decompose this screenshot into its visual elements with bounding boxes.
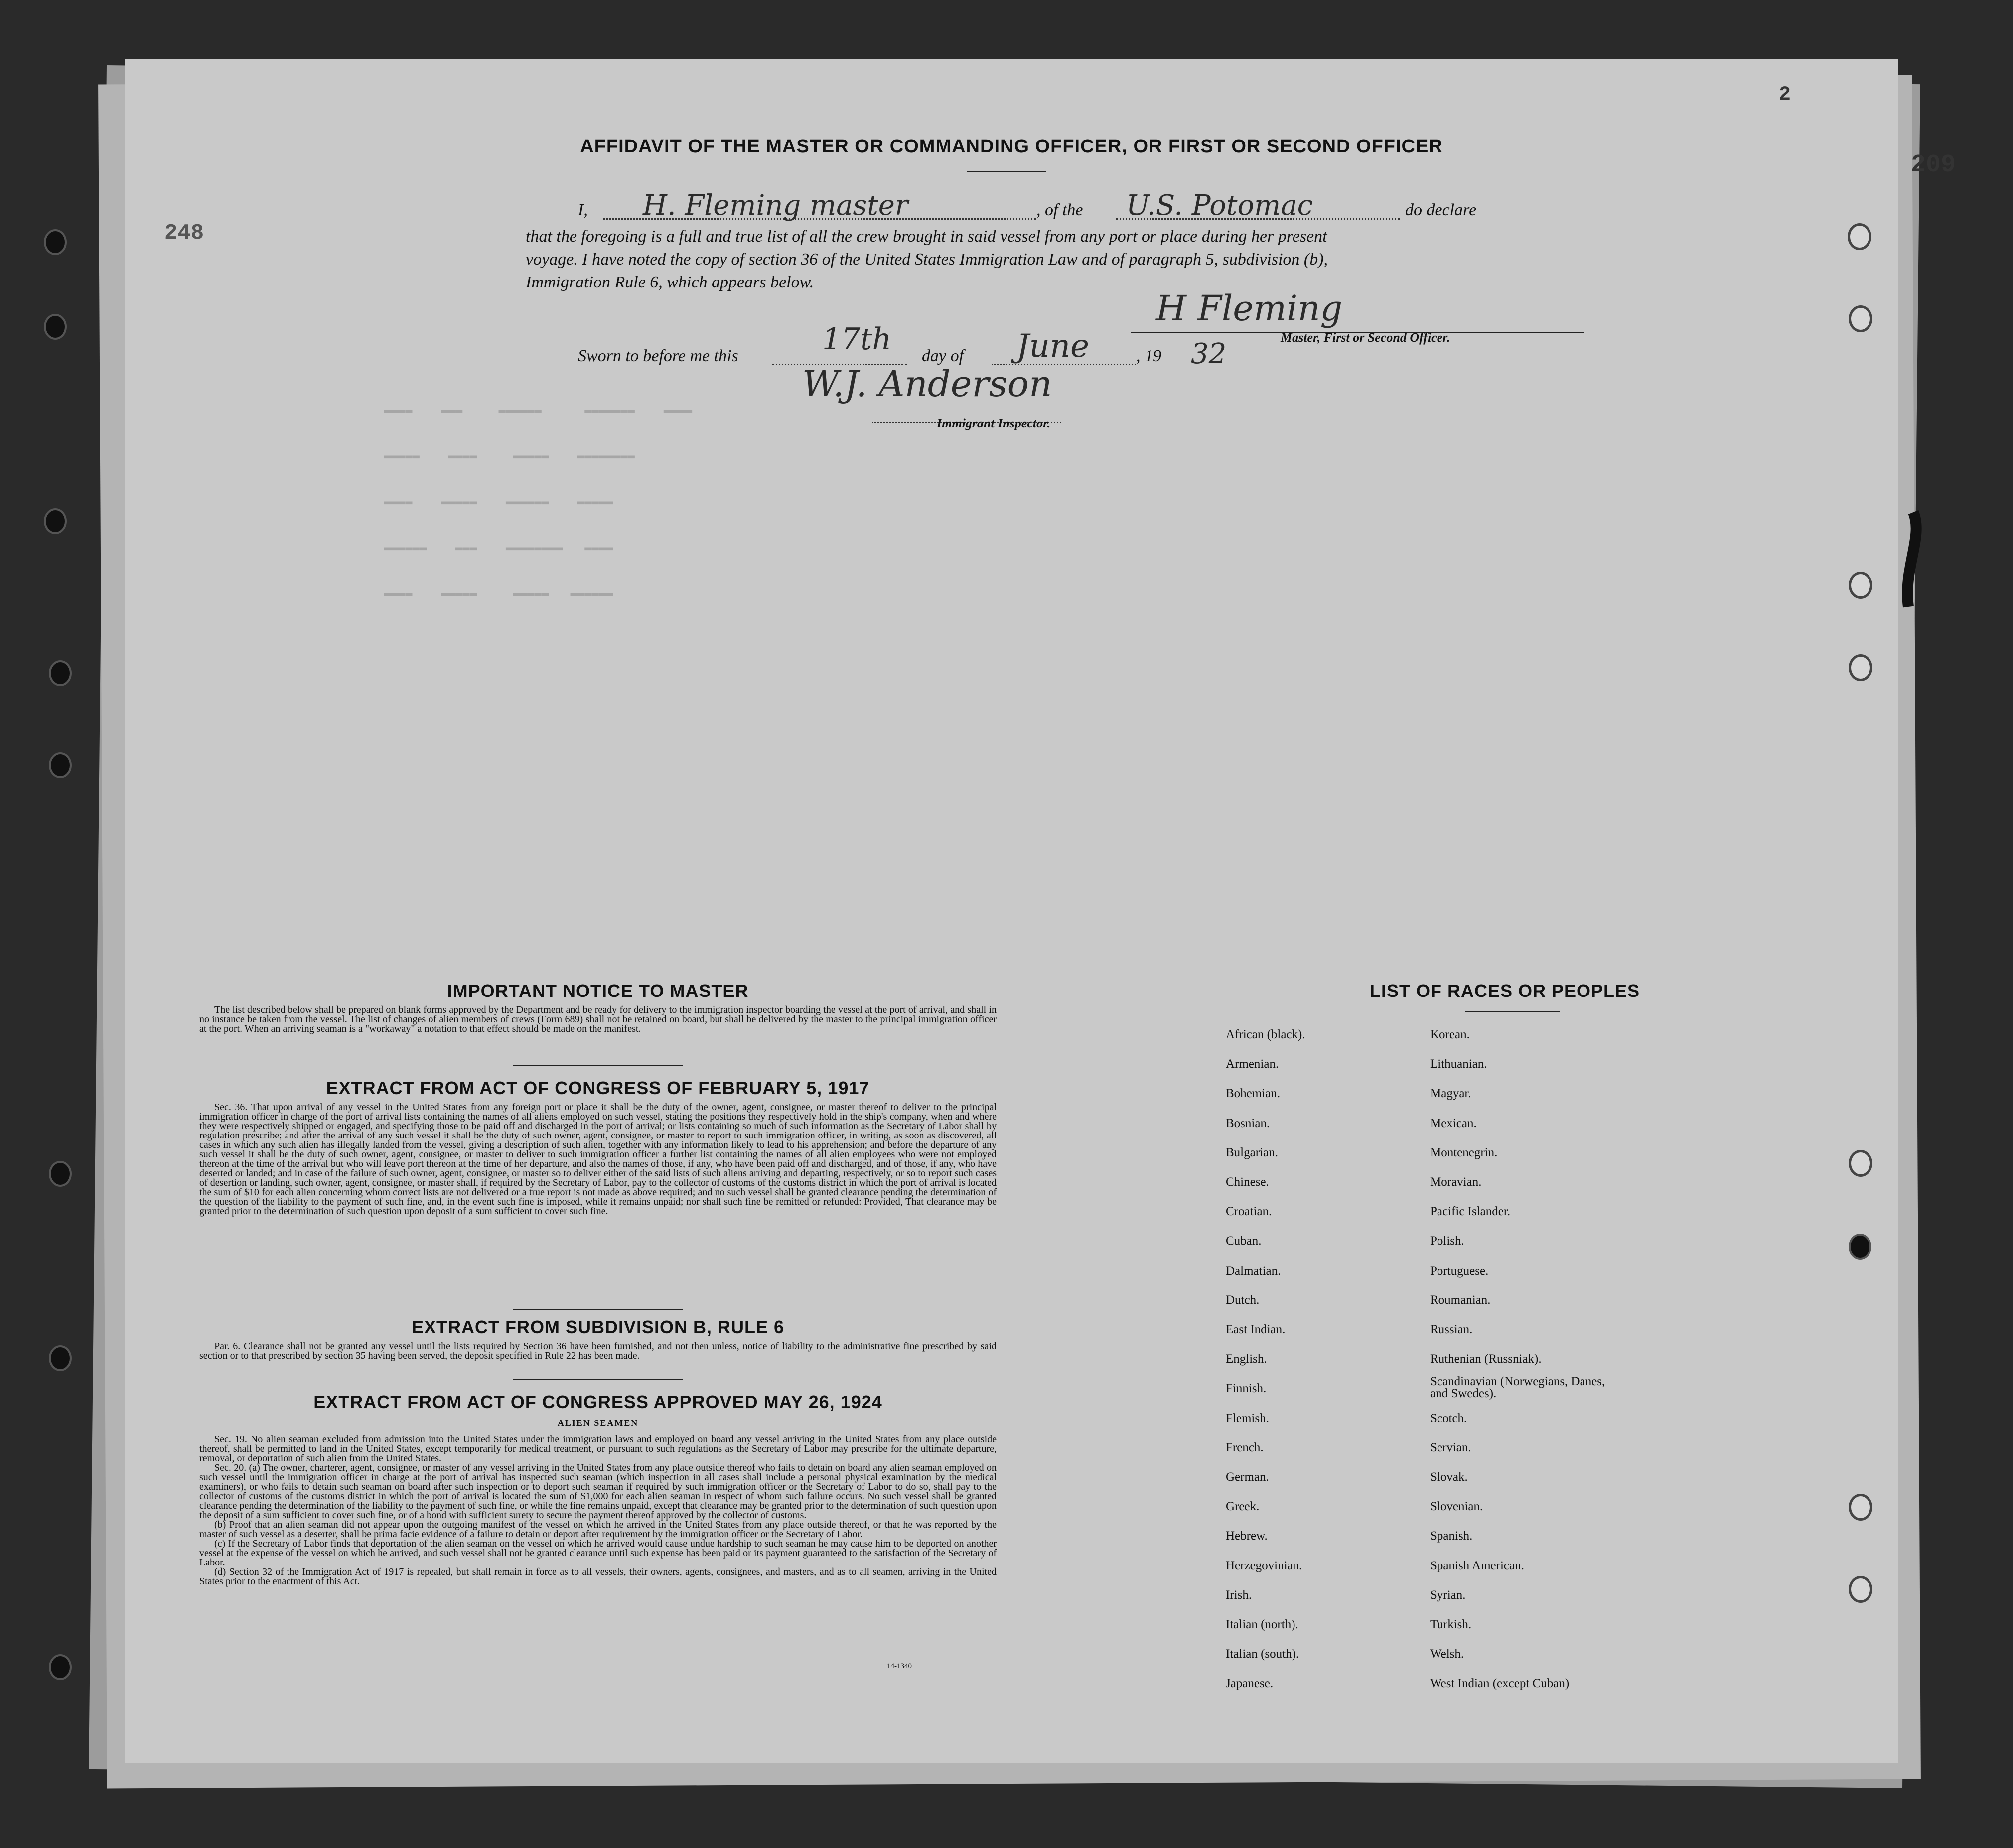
race-item: Pacific Islander.	[1430, 1205, 1511, 1219]
race-item: Servian.	[1430, 1440, 1471, 1454]
race-item: Ruthenian (Russniak).	[1430, 1352, 1542, 1366]
sworn-year: 32	[1191, 338, 1227, 370]
sworn-day: 17th	[822, 322, 892, 357]
signer-name: H. Fleming master	[643, 189, 908, 222]
punch-hole	[1849, 305, 1872, 332]
binder-hole	[44, 508, 67, 534]
race-item: Italian (north).	[1226, 1618, 1298, 1631]
race-item: Mexican.	[1430, 1116, 1477, 1130]
binder-hole	[49, 752, 72, 778]
binder-hole	[44, 314, 67, 340]
section-rule	[513, 1309, 683, 1310]
rule6-paragraph: Par. 6. Clearance shall not be granted any vessel until the lists required by Section 36 have been furnished, and not then unless, notice of liability to the administrative fine prescribed by said section or to that prescribed by section 35 having been served, the deposit specified in Rule 22 has been made.	[199, 1341, 997, 1361]
punch-hole	[1849, 654, 1872, 681]
extract-1917-text	[199, 1103, 997, 1216]
affidavit-of-the: , of the	[1036, 201, 1083, 219]
race-item: Dalmatian.	[1226, 1264, 1281, 1278]
signature-caption: Master, First or Second Officer.	[1281, 330, 1450, 345]
vessel-line	[1116, 218, 1400, 220]
sworn-text: Sworn to before me this	[578, 347, 738, 365]
notice-text	[199, 1005, 997, 1034]
race-item: Herzegovinian.	[1226, 1559, 1302, 1572]
binder-hole	[49, 1161, 72, 1187]
race-item: Slovenian.	[1430, 1500, 1483, 1514]
sec20d-paragraph: (d) Section 32 of the Immigration Act of 1917 is repealed, but shall remain in force as to all vessels, their owners, agents, consignees, and masters, and as to all seamen, arriving in the United States prior to the enactment of this Act.	[199, 1566, 997, 1587]
rule6-heading: EXTRACT FROM SUBDIVISION B, RULE 6	[411, 1317, 785, 1337]
sec20b-paragraph: (b) Proof that an alien seaman did not appear upon the outgoing manifest of the vessel on which he arrived in the United States from any place outside thereof, or that he was reported by the master of such vessel as a deserter, shall be prima facie evidence of a failure to detain or deport after requirement by the immigration officer or the Secretary of Labor.	[199, 1519, 997, 1540]
race-item: Hebrew.	[1226, 1529, 1268, 1543]
section-rule	[513, 1065, 683, 1066]
margin-code: 248	[164, 221, 204, 246]
punch-hole	[1849, 1576, 1872, 1603]
race-item: Greek.	[1226, 1500, 1260, 1514]
race-item: Scandinavian (Norwegians, Danes, and Swedes).	[1430, 1375, 1605, 1401]
notice-heading: IMPORTANT NOTICE TO MASTER	[447, 981, 749, 1001]
extract-1924-text	[199, 1435, 997, 1586]
race-item: East Indian.	[1226, 1323, 1286, 1336]
corner-mark: 2	[1779, 84, 1791, 106]
day-of-text: day of	[922, 347, 964, 365]
affidavit-title: AFFIDAVIT OF THE MASTER OR COMMANDING OFFICER, OR FIRST OR SECOND OFFICER	[580, 136, 1443, 157]
race-item: Flemish.	[1226, 1411, 1269, 1425]
alien-seamen-subheading: ALIEN SEAMEN	[557, 1418, 639, 1428]
sec20c-paragraph: (c) If the Secretary of Labor finds that deportation of the alien seaman on the vessel on which he arrived would cause undue hardship to such seaman he may cause him to be deported on another vessel at the expense of the vessel on which he arrived, and such vessel shall not be granted clearance until such expense has been paid or its payment guaranteed to the satisfaction of the Secretary of Labor.	[199, 1538, 997, 1568]
binder-hole	[49, 1654, 72, 1680]
race-item: English.	[1226, 1352, 1267, 1366]
race-item: Korean.	[1430, 1028, 1470, 1041]
binder-hole	[49, 1345, 72, 1371]
section-rule	[513, 1379, 683, 1380]
race-item: Syrian.	[1430, 1588, 1466, 1602]
race-item: Bohemian.	[1226, 1087, 1281, 1101]
manifest-page	[125, 59, 1956, 1763]
race-item: French.	[1226, 1440, 1264, 1454]
punch-hole	[1848, 223, 1871, 250]
race-item: Turkish.	[1430, 1618, 1472, 1631]
year-prefix: , 19	[1136, 347, 1161, 365]
race-item: Welsh.	[1430, 1647, 1464, 1661]
race-item: African (black).	[1226, 1028, 1305, 1041]
race-item: Armenian.	[1226, 1057, 1279, 1071]
race-item: Montenegrin.	[1430, 1145, 1498, 1159]
race-item: Roumanian.	[1430, 1293, 1491, 1307]
vessel-name: U.S. Potomac	[1126, 189, 1313, 222]
race-item: Finnish.	[1226, 1382, 1267, 1396]
race-item: Magyar.	[1430, 1087, 1471, 1101]
inspector-signature: W.J. Anderson	[802, 363, 1052, 405]
race-item: Lithuanian.	[1430, 1057, 1487, 1071]
signer-line	[603, 218, 1036, 220]
form-code: 14-1340	[887, 1662, 912, 1670]
punch-hole	[1849, 1234, 1871, 1260]
race-item: Scotch.	[1430, 1411, 1467, 1425]
races-heading: LIST OF RACES OR PEOPLES	[1369, 981, 1640, 1001]
race-item: Croatian.	[1226, 1205, 1272, 1219]
race-item: Cuban.	[1226, 1234, 1262, 1248]
race-item: Slovak.	[1430, 1470, 1468, 1484]
punch-hole	[1849, 572, 1872, 599]
extract-1917-heading: EXTRACT FROM ACT OF CONGRESS OF FEBRUARY 5, 1917	[326, 1078, 870, 1098]
stamp-number: 209	[1911, 151, 1956, 179]
declaration-line: that the foregoing is a full and true list of all the crew brought in said vessel from any port or place during her present	[526, 227, 1327, 246]
sec19-paragraph: Sec. 19. No alien seaman excluded from admission into the United States under the immigration laws and employed on board any vessel arriving in the United States from any place outside thereof, shall be permitted to land in the United States, except temporarily for medical treatment, or pursuant to such regulations as the Secretary of Labor may prescribe for the ultimate departure, removal, or deportation of such alien from the United States.	[199, 1434, 997, 1464]
extract-1917-paragraph: Sec. 36. That upon arrival of any vessel in the United States from any foreign port or place it shall be the duty of the owner, agent, consignee, or master thereof to deliver to the principal immigration officer in charge of the port of arrival lists containing the names of all aliens employed on such vessel, stating the positions they respectively hold in the ship's company, when and where they were respectively shipped or engaged, and specifying those to be paid off and discharged in the port of arrival; or lists containing so much of such information as the Secretary of Labor shall by regulation prescribe; and after the arrival of any such vessel it shall be the duty of such owner, agent, consignee, or master to report to such immigration officer, in writing, as soon as discovered, all cases in which any such alien has illegally landed from the vessel, giving a description of such alien, together with any information likely to lead to his apprehension; and before the departure of any such vessel it shall be the duty of such owner, agent, consignee, or master to deliver to such immigration officer a further list containing the names of all alien employees who were not employed thereon at the time of the arrival but who will leave port thereon at the time of her departure, and also the names of those, if any, who have been paid off and discharged, and of those, if any, who have deserted or landed; and in case of the failure of such owner, agent, consignee, or master so to deliver either of the said lists of such aliens arriving and departing, respectively, or so to report such cases of desertion or landing, such owner, agent, consignee, or master shall, if required by the Secretary of Labor, pay to the collector of customs of the customs district in which the port of arrival is located the sum of $10 for each alien concerning whom correct lists are not delivered or a true report is not made as above required; and no such vessel shall be granted clearance pending the determination of the question of the liability to the payment of such fine, and, in the event such fine is imposed, while it remains unpaid; nor shall such fine be remitted or refunded: Provided, That clearance may be granted prior to the determination of such question upon deposit of a sum sufficient to cover such fine.	[199, 1102, 997, 1217]
declaration-line: Immigration Rule 6, which appears below.	[526, 273, 814, 291]
punch-hole	[1849, 1494, 1872, 1521]
race-item: Bulgarian.	[1226, 1145, 1278, 1159]
races-rule	[1465, 1011, 1560, 1012]
inspector-caption: Immigrant Inspector.	[937, 416, 1051, 430]
race-item: Russian.	[1430, 1323, 1473, 1336]
sec20a-paragraph: Sec. 20. (a) The owner, charterer, agent, consignee, or master of any vessel arriving in the United States from any place outside thereof who fails to detain on board any alien seaman employed on such vessel until the immigration officer in charge at the port of arrival has inspected such seaman (which inspection in all cases shall include a personal physical examination by the medical examiners), or who fails to detain such seaman on board after such inspection or to deport such seaman if required by such immigration officer or the Secretary of Labor to do so, shall pay to the collector of customs of the customs district in which the port of arrival is located the sum of $1,000 for each alien seaman in respect of whom such failure occurs. No such vessel shall be granted clearance pending the determination of the liability to the payment of such fine, or while the fine remains unpaid, except that clearance may be granted prior to the determination of such question upon the deposit of a sum sufficient to cover such fine, or of a bond with sufficient surety to secure the payment thereof approved by the collector of customs.	[199, 1462, 997, 1521]
races-list	[1226, 1028, 1774, 1745]
binder-hole	[44, 229, 67, 255]
race-item: Dutch.	[1226, 1293, 1260, 1307]
binder-hole	[49, 660, 72, 686]
race-item: Irish.	[1226, 1588, 1252, 1602]
punch-hole	[1849, 1150, 1872, 1177]
bleed-through-text: ▬▬▬▬ ▬▬▬ ▬▬▬▬▬▬ ▬▬▬▬▬▬▬ ▬▬▬▬ ▬▬▬▬▬ ▬▬▬▬ ▬▬▬▬▬ ▬▬▬▬▬▬▬▬ ▬▬▬▬ ▬▬▬▬▬ ▬▬▬▬▬▬ ▬▬▬▬▬ ▬▬▬▬▬▬ ▬▬▬ ▬▬▬▬▬▬▬▬ ▬▬▬▬ ▬▬▬▬ ▬▬▬▬▬ ▬▬▬▬▬ ▬▬▬▬▬▬	[384, 404, 693, 600]
race-item: Portuguese.	[1430, 1264, 1489, 1278]
extract-1924-heading: EXTRACT FROM ACT OF CONGRESS APPROVED MAY 26, 1924	[313, 1392, 882, 1412]
race-item: Bosnian.	[1226, 1116, 1270, 1130]
race-item: Moravian.	[1430, 1175, 1482, 1189]
affidavit-declare: do declare	[1405, 201, 1477, 219]
race-item: Polish.	[1430, 1234, 1464, 1248]
race-item: Chinese.	[1226, 1175, 1269, 1189]
pen-mark	[1898, 507, 1928, 617]
race-item: Italian (south).	[1226, 1647, 1299, 1661]
declaration-line: voyage. I have noted the copy of section 36 of the United States Immigration Law and of paragraph 5, subdivision (b),	[526, 250, 1328, 269]
rule6-text	[199, 1342, 997, 1361]
race-item: Spanish American.	[1430, 1559, 1524, 1572]
affidavit-i: I,	[578, 201, 588, 219]
notice-paragraph: The list described below shall be prepared on blank forms approved by the Department and be ready for delivery to the immigration inspector boarding the vessel at the port of arrival, and shall in no instance be taken from the vessel. The list of changes of alien members of crews (Form 689) shall not be retained on board, but shall be delivered by the master to the principal immigration officer at the port. When an arriving seaman is a "workaway" a notation to that effect should be made on the manifest.	[199, 1004, 997, 1034]
sworn-month: June	[1016, 328, 1089, 365]
master-signature: H Fleming	[1156, 288, 1343, 329]
race-item: German.	[1226, 1470, 1269, 1484]
race-item: Japanese.	[1226, 1677, 1274, 1691]
race-item: Spanish.	[1430, 1529, 1473, 1543]
race-item: West Indian (except Cuban)	[1430, 1677, 1570, 1691]
title-rule	[967, 171, 1046, 172]
